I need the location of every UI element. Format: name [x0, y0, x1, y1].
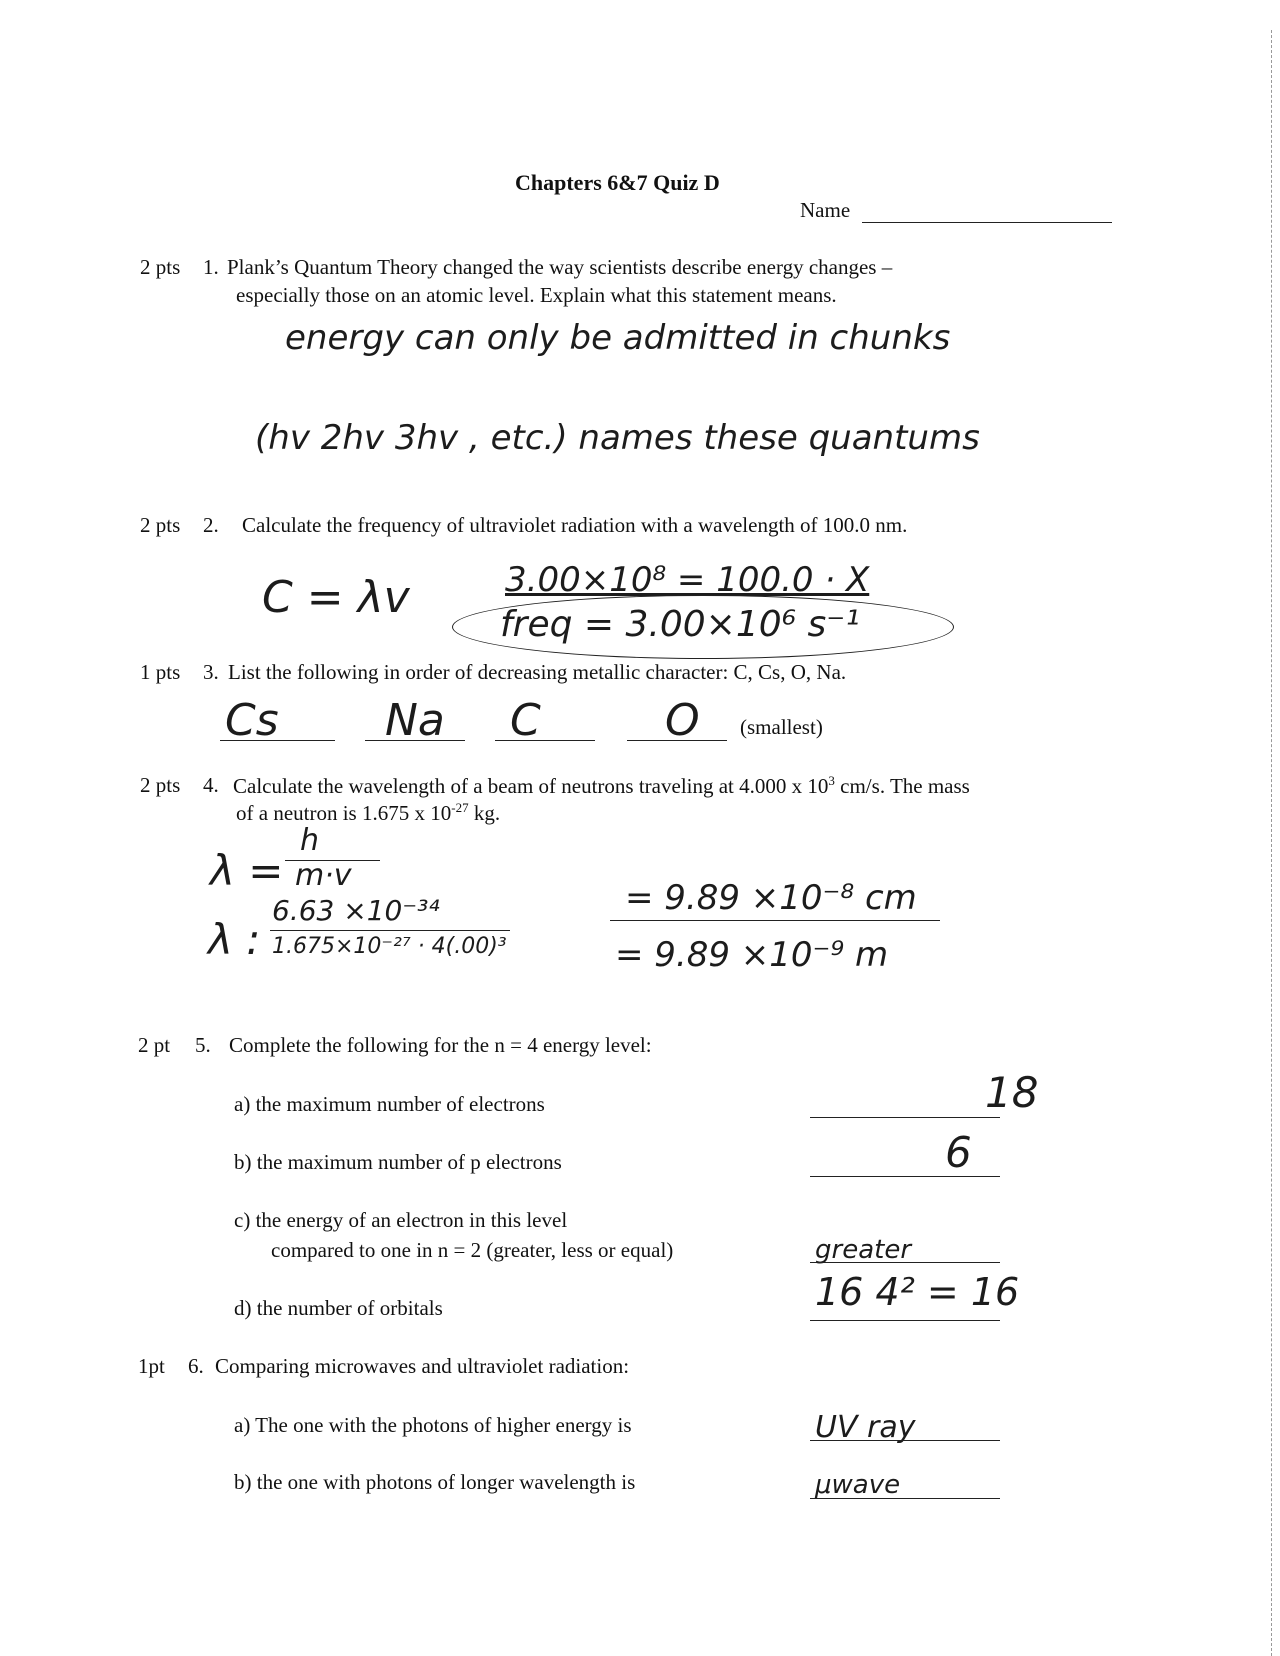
q4-work-result-1: = 9.89 ×10⁻⁸ cm: [625, 878, 917, 918]
q6-text: Comparing microwaves and ultraviolet radiation:: [215, 1354, 630, 1378]
q1-answer-line2: (hv 2hv 3hv , etc.) names these quantums: [255, 418, 980, 458]
q4-result-divider: [610, 920, 940, 921]
q4-work-denominator: m·v: [295, 858, 352, 893]
q3-blank-2[interactable]: [365, 740, 465, 741]
q6-points: 1pt: [138, 1354, 165, 1378]
q4-text-line2: of a neutron is 1.675 x $10^{-27}$ kg.: [236, 800, 501, 825]
q2-points: 2 pts: [140, 513, 181, 537]
q4-work-denominator-2: 1.675×10⁻²⁷ · 4(.00)³: [272, 934, 507, 959]
q4-number: 4.: [203, 773, 219, 797]
q6-b-answer: μwave: [815, 1470, 901, 1500]
q1-points: 2 pts: [140, 255, 181, 279]
q5-d-blank[interactable]: [810, 1320, 1000, 1321]
q4-work-lambda-2: λ :: [208, 915, 261, 964]
name-label: Name: [800, 198, 851, 222]
q4-fraction-bar-2: [270, 930, 510, 931]
page-title: Chapters 6&7 Quiz D: [515, 170, 720, 195]
q3-blank-1[interactable]: [220, 740, 335, 741]
q5-number: 5.: [195, 1033, 211, 1057]
q6-b-blank[interactable]: [810, 1498, 1000, 1499]
q3-smallest-label: (smallest): [740, 715, 823, 739]
q5-d-answer: 16 4² = 16: [815, 1270, 1020, 1314]
q3-answer-4: O: [665, 695, 700, 746]
q4-work-result-2: = 9.89 ×10⁻⁹ m: [615, 935, 889, 975]
q1-text-line1: Plank’s Quantum Theory changed the way scientists describe energy changes –: [227, 255, 893, 279]
q4-points: 2 pts: [140, 773, 181, 797]
q3-answer-3: C: [510, 695, 541, 746]
scan-edge: [1271, 30, 1272, 1656]
q3-blank-3[interactable]: [495, 740, 595, 741]
q5-b-answer: 6: [945, 1128, 972, 1177]
name-field[interactable]: [862, 222, 1112, 223]
q5-b-blank[interactable]: [810, 1176, 1000, 1177]
q1-answer-line1: energy can only be admitted in chunks: [285, 318, 951, 358]
q1-text-line2: especially those on an atomic level. Explain what this statement means.: [236, 283, 837, 307]
q3-text: List the following in order of decreasing metallic character: C, Cs, O, Na.: [228, 660, 847, 684]
q5-a-text: a) the maximum number of electrons: [234, 1092, 545, 1116]
q3-answer-2: Na: [385, 695, 445, 746]
q1-number: 1.: [203, 255, 219, 279]
q5-points: 2 pt: [138, 1033, 171, 1057]
q5-c-answer: greater: [815, 1235, 912, 1265]
q5-b-text: b) the maximum number of p electrons: [234, 1150, 562, 1174]
q5-c-text-line2: compared to one in n = 2 (greater, less or equal): [271, 1238, 674, 1262]
q5-text: Complete the following for the n = 4 energy level:: [229, 1033, 652, 1057]
q2-text: Calculate the frequency of ultraviolet radiation with a wavelength of 100.0 nm.: [242, 513, 908, 537]
q2-number: 2.: [203, 513, 219, 537]
q6-number: 6.: [188, 1354, 204, 1378]
q3-number: 3.: [203, 660, 219, 684]
q4-text-line1: Calculate the wavelength of a beam of neutrons traveling at 4.000 x $10^3$ cm/s. The mass: [233, 773, 970, 798]
q6-a-answer: UV ray: [815, 1410, 916, 1445]
q5-a-blank[interactable]: [810, 1117, 1000, 1118]
q4-work-numerator-2: 6.63 ×10⁻³⁴: [272, 894, 440, 927]
q4-work-numerator: h: [300, 823, 320, 858]
q3-blank-4[interactable]: [627, 740, 727, 741]
q2-work-formula: C = λv: [262, 572, 410, 623]
q4-work-lambda: λ =: [210, 846, 284, 895]
q5-d-text: d) the number of orbitals: [234, 1296, 443, 1320]
q3-answer-1: Cs: [225, 695, 279, 746]
q6-b-text: b) the one with photons of longer wavelength is: [234, 1470, 636, 1494]
q5-c-blank[interactable]: [810, 1262, 1000, 1263]
q2-work-equation: 3.00×10⁸ = 100.0 · X: [505, 560, 870, 600]
q2-work-result: freq = 3.00×10⁶ s⁻¹: [500, 604, 860, 645]
q3-points: 1 pts: [140, 660, 181, 684]
q6-a-blank[interactable]: [810, 1440, 1000, 1441]
q5-a-answer: 18: [985, 1068, 1039, 1117]
q6-a-text: a) The one with the photons of higher energy is: [234, 1413, 632, 1437]
q5-c-text-line1: c) the energy of an electron in this level: [234, 1208, 568, 1232]
